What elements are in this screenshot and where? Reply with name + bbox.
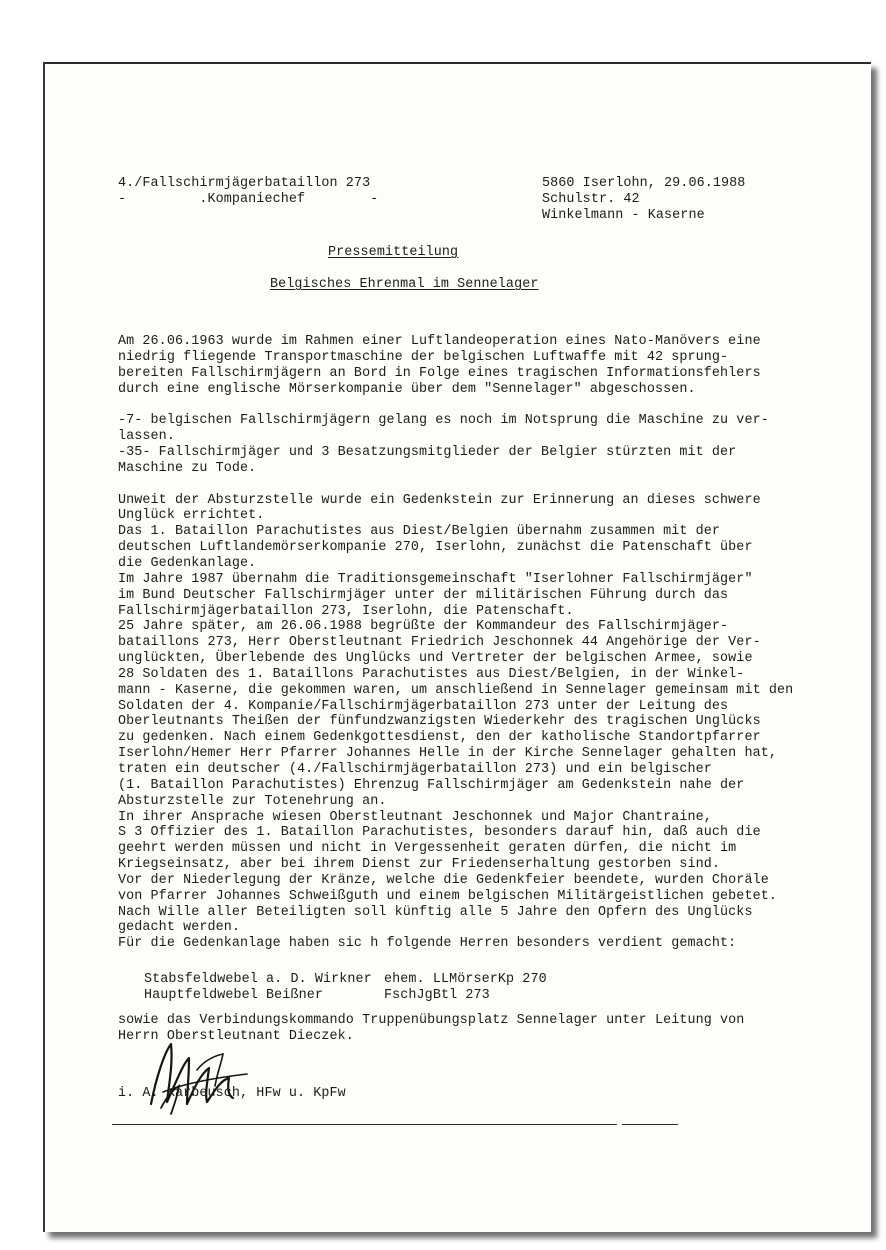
body-line: niedrig fliegende Transportmaschine der belgischen Luftwaffe mit 42 sprung- [118, 349, 729, 365]
body-line: Das 1. Bataillon Parachutistes aus Diest/Belgien übernahm zusammen mit der [118, 524, 721, 540]
document-title: Pressemitteilung [328, 245, 459, 260]
body-line: die Gedenkanlage. [118, 555, 257, 571]
barracks-name: Winkelmann - Kaserne [542, 208, 705, 223]
body-line: von Pfarrer Johannes Schweißguth und einem belgischen Militärgeistlichen gebetet. [118, 888, 777, 904]
body-line: Oberleutnants Theißen der fünfundzwanzigsten Wiederkehr des tragischen Unglücks [118, 714, 761, 730]
body-line: Nach Wille aller Beteiligten soll künftig alle 5 Jahre den Opfern des Unglücks [118, 904, 753, 920]
body-line: Am 26.06.1963 wurde im Rahmen einer Luftlandeoperation eines Nato-Manövers eine [118, 334, 761, 349]
body-line: Vor der Niederlegung der Kränze, welche die Gedenkfeier beendete, wurden Choräle [118, 872, 769, 888]
body-line: S 3 Offizier des 1. Bataillon Parachutistes, besonders darauf hin, daß auch die [118, 825, 761, 841]
body-line: im Bund Deutscher Fallschirmjäger unter der militärischen Führung durch das [118, 587, 729, 603]
body-line: bereiten Fallschirmjägern an Bord in Folge eines tragischen Informationsfehlers [118, 365, 761, 381]
body-line: 28 Soldaten des 1. Bataillons Parachutistes aus Diest/Belgien, in der Winkel- [118, 666, 745, 682]
body-line: deutschen Luftlandemörserkompanie 270, Iserlohn, zunächst die Patenschaft über [118, 540, 753, 555]
body-line: mann - Kaserne, die gekommen waren, um anschließend in Sennelager gemeinsam mit den [118, 682, 794, 698]
body-line: -7- belgischen Fallschirmjägern gelang es noch im Notsprung die Maschine zu ver- [118, 413, 769, 429]
body-line: Fallschirmjägerbataillon 273, Iserlohn, die Patenschaft. [118, 603, 574, 619]
body-line: unglückten, Überlebende des Unglücks und Vertreter der belgischen Armee, sowie [118, 651, 753, 666]
street-address: Schulstr. 42 [542, 192, 640, 207]
body-line: 25 Jahre später, am 26.06.1988 begrüßte der Kommandeur des Fallschirmjäger- [118, 619, 729, 635]
body-line: Unglück errichtet. [118, 508, 265, 524]
signature-line: i. A. Karbeusch, HFw u. KpFw [118, 1086, 346, 1101]
body-line: zu gedenken. Nach einem Gedenkgottesdienst, den der katholische Standortpfarrer [118, 730, 761, 746]
honoree-name: Stabsfeldwebel a. D. Wirkner [144, 972, 372, 987]
body-line: Kriegseinsatz, aber bei ihrem Dienst zur Friedenserhaltung gestorben sind. [118, 857, 721, 872]
body-line: bataillons 273, Herr Oberstleutnant Friedrich Jeschonnek 44 Angehörige der Ver- [118, 635, 761, 651]
bottom-rule [112, 1124, 617, 1125]
body-line: Unweit der Absturzstelle wurde ein Gedenkstein zur Erinnerung an dieses schwere [118, 492, 761, 508]
sender-role: - .Kompaniechef - [118, 192, 379, 207]
body-line: -35- Fallschirmjäger und 3 Besatzungsmitglieder der Belgier stürzten mit der [118, 444, 737, 460]
body-line: (1. Bataillon Parachutistes) Ehrenzug Fallschirmjäger am Gedenkstein nahe der [118, 777, 745, 793]
closing-line: sowie das Verbindungskommando Truppenübungsplatz Sennelager unter Leitung von [118, 1013, 745, 1028]
body-line: geehrt werden müssen und nicht in Vergessenheit geraten dürfen, die nicht im [118, 841, 737, 857]
place-date: 5860 Iserlohn, 29.06.1988 [542, 176, 746, 191]
body-line: Im Jahre 1987 übernahm die Traditionsgemeinschaft "Iserlohner Fallschirmjäger" [118, 571, 753, 587]
body-line: Absturzstelle zur Totenehrung an. [118, 793, 387, 809]
honoree-unit: ehem. LLMörserKp 270 [384, 972, 547, 987]
honoree-unit: FschJgBtl 273 [384, 988, 490, 1003]
body-line: traten ein deutscher (4./Fallschirmjägerbataillon 273) und ein belgischer [118, 762, 712, 777]
bottom-rule-short [622, 1124, 678, 1125]
handwritten-signature [143, 1034, 263, 1130]
honoree-name: Hauptfeldwebel Beißner [144, 988, 323, 1003]
document-subtitle: Belgisches Ehrenmal im Sennelager [270, 277, 539, 292]
closing-line: Herrn Oberstleutnant Dieczek. [118, 1029, 354, 1044]
body-line: Iserlohn/Hemer Herr Pfarrer Johannes Helle in der Kirche Sennelager gehalten hat, [118, 746, 777, 762]
body-line: gedacht werden. [118, 920, 241, 936]
body-line: Maschine zu Tode. [118, 460, 257, 476]
body-line: In ihrer Ansprache wiesen Oberstleutnant Jeschonnek und Major Chantraine, [118, 809, 712, 825]
body-line: Für die Gedenkanlage haben sic h folgende Herren besonders verdient gemacht: [118, 936, 737, 952]
body-line: Soldaten der 4. Kompanie/Fallschirmjägerbataillon 273 unter der Leitung des [118, 698, 729, 714]
sender-unit: 4./Fallschirmjägerbataillon 273 [118, 176, 371, 191]
body-line: lassen. [118, 429, 175, 445]
body-line: durch eine englische Mörserkompanie über dem "Sennelager" abgeschossen. [118, 381, 696, 397]
